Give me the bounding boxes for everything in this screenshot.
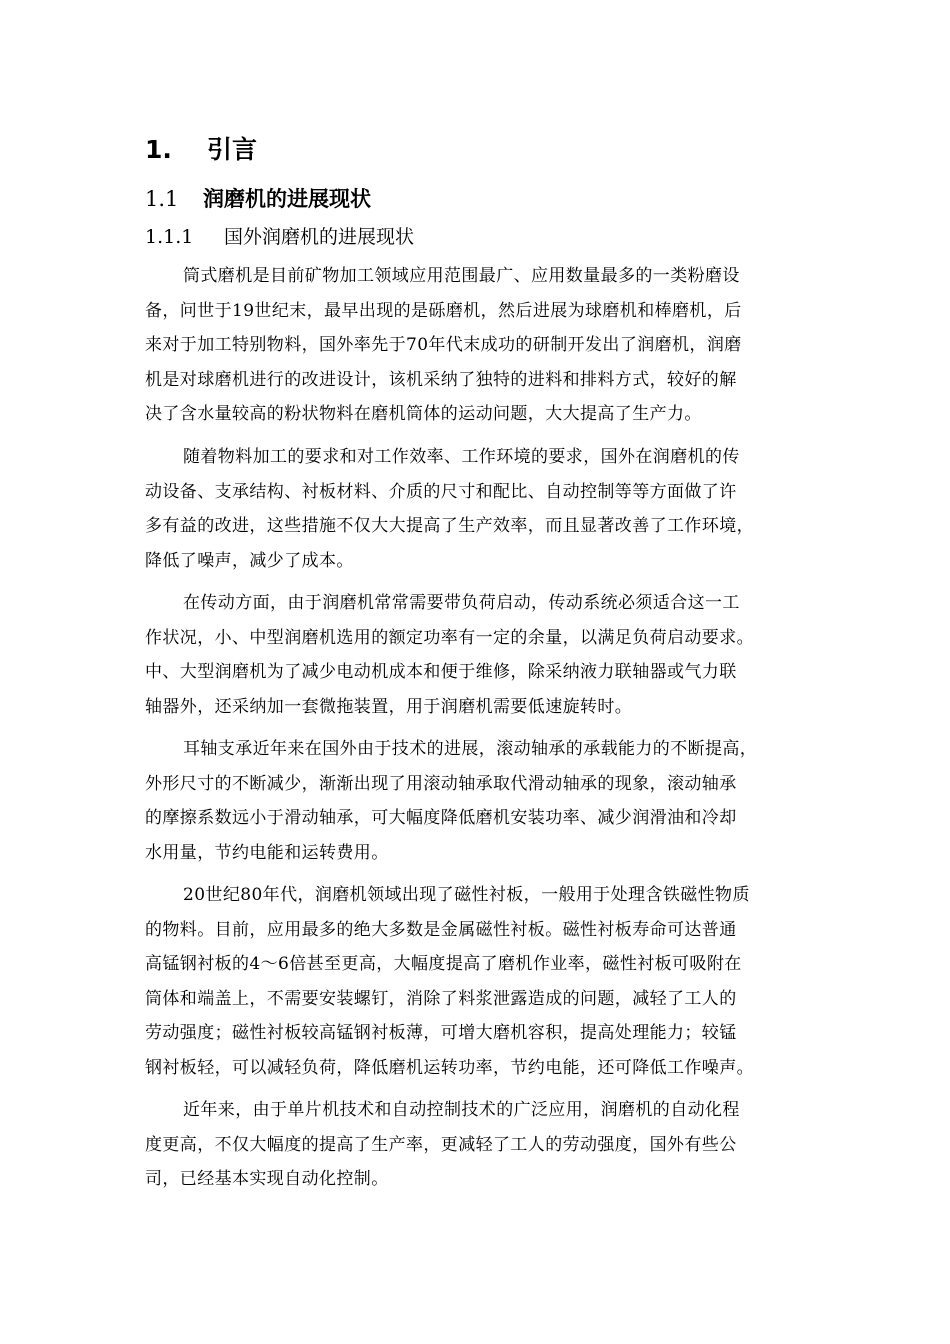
paragraph-2 [145,440,825,578]
section-title: 润磨机的进展现状 [203,187,371,211]
paragraph-line: 动设备、支承结构、衬板材料、介质的尺寸和配比、自动控制等等方面做了许 [145,481,737,502]
paragraph-line: 劳动强度；磁性衬板较高锰钢衬板薄，可增大磨机容积，提高处理能力；较锰 [145,1023,737,1043]
paragraph-line: 降低了噪声，减少了成本。 [145,550,354,571]
paragraph-4 [145,732,825,870]
paragraph-line: 中、大型润磨机为了减少电动机成本和便于维修，除采纳液力联轴器或气力联 [145,662,737,682]
paragraph-line: 作状况，小、中型润磨机选用的额定功率有一定的余量，以满足负荷启动要求。 [145,627,754,648]
paragraph-line: 筒体和端盖上，不需要安装螺钉，消除了料浆泄露造成的问题，减轻了工人的 [145,988,737,1009]
paragraph-line: 的摩擦系数远小于滑动轴承，可大幅度降低磨机安装功率、减少润滑油和冷却 [145,808,737,828]
paragraph-6 [145,1093,825,1197]
chapter-heading [145,132,257,168]
section-heading [145,183,371,215]
chapter-number: 1. [145,135,172,164]
paragraph-line: 近年来，由于单片机技术和自动控制技术的广泛应用，润磨机的自动化程 [183,1100,740,1120]
paragraph-line: 外形尺寸的不断减少，渐渐出现了用滚动轴承取代滑动轴承的现象，滚动轴承 [145,773,737,794]
subsection-title: 国外润磨机的进展现状 [224,226,415,248]
paragraph-line: 来对于加工特别物料，国外率先于70年代末成功的研制开发出了润磨机，润磨 [145,335,742,355]
subsection-number: 1.1.1 [145,226,194,248]
paragraph-line: 司，已经基本实现自动化控制。 [145,1169,389,1189]
paragraph-line: 轴器外，还采纳加一套微拖装置，用于润磨机需要低速旋转时。 [145,696,633,717]
paragraph-line: 的物料。目前，应用最多的绝大多数是金属磁性衬板。磁性衬板寿命可达普通 [145,919,737,940]
paragraph-1 [145,259,825,432]
paragraph-line: 20世纪80年代，润磨机领域出现了磁性衬板，一般用于处理含铁磁性物质 [183,885,750,905]
paragraph-line: 备，问世于19世纪末，最早出现的是砾磨机，然后进展为球磨机和棒磨机，后 [145,300,742,321]
paragraph-3 [145,586,825,724]
paragraph-line: 决了含水量较高的粉状物料在磨机筒体的运动问题，大大提高了生产力。 [145,404,702,424]
paragraph-line: 机是对球磨机进行的改进设计，该机采纳了独特的进料和排料方式，较好的解 [145,369,737,390]
paragraph-line: 在传动方面，由于润磨机常常需要带负荷启动，传动系统必须适合这一工 [183,593,740,613]
paragraph-line: 钢衬板轻，可以减轻负荷，降低磨机运转功率，节约电能，还可降低工作噪声。 [145,1057,754,1078]
paragraph-line: 水用量，节约电能和运转费用。 [145,842,389,863]
section-number: 1.1 [145,187,179,211]
paragraph-line: 筒式磨机是目前矿物加工领域应用范围最广、应用数量最多的一类粉磨设 [183,266,740,286]
paragraph-line: 随着物料加工的要求和对工作效率、工作环境的要求，国外在润磨机的传 [183,447,740,467]
paragraph-line: 高锰钢衬板的4～6倍甚至更高，大幅度提高了磨机作业率，磁性衬板可吸附在 [145,954,742,974]
paragraph-line: 耳轴支承近年来在国外由于技术的进展，滚动轴承的承载能力的不断提高， [183,739,758,759]
paragraph-line: 多有益的改进，这些措施不仅大大提高了生产效率，而且显著改善了工作环境， [145,516,754,536]
paragraph-5 [145,878,825,1085]
paragraph-line: 度更高，不仅大幅度的提高了生产率，更减轻了工人的劳动强度，国外有些公 [145,1134,737,1155]
chapter-title: 引言 [207,135,258,164]
subsection-heading [145,222,414,252]
